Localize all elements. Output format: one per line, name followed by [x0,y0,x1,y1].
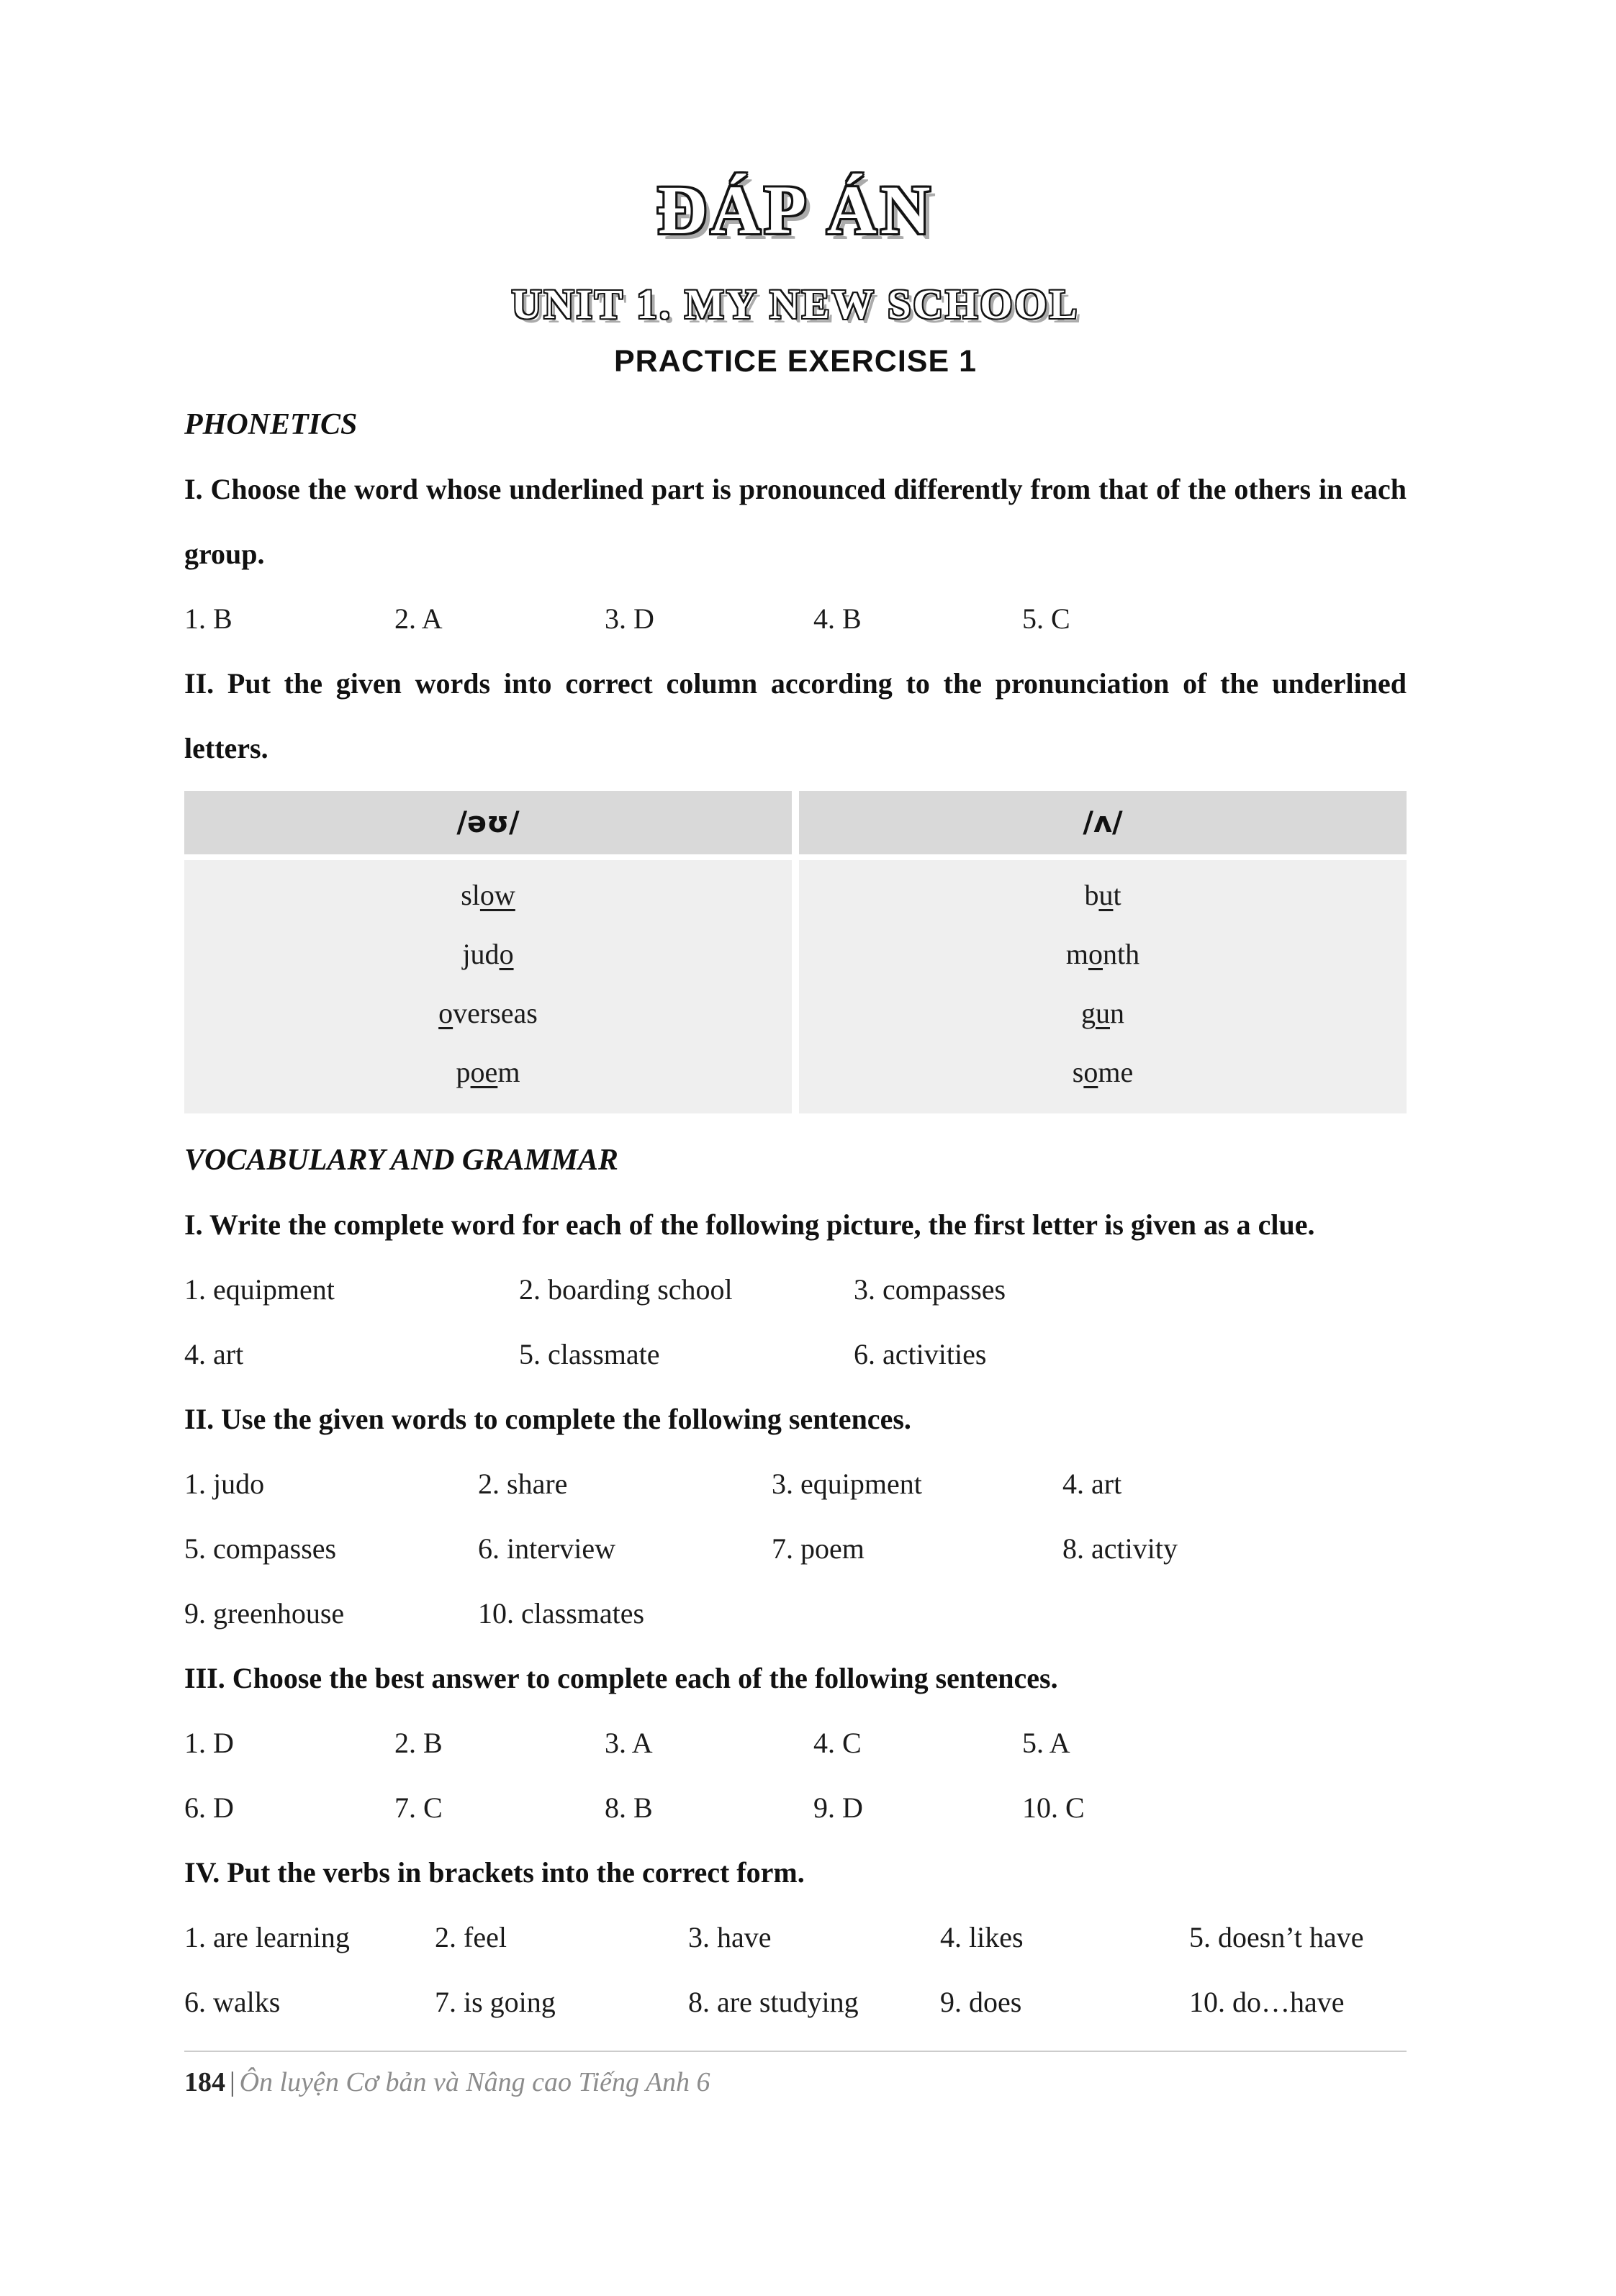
vocabulary-heading: VOCABULARY AND GRAMMAR [184,1143,618,1177]
answer-item: 7. C [394,1791,443,1824]
answer-item: 7. poem [772,1532,865,1565]
answer-item: 3. A [605,1726,653,1759]
underlined-letters: o [1088,937,1103,970]
table-word [799,984,1407,1043]
answer-item: 4. likes [940,1920,1024,1953]
underlined-letters: oe [470,1055,498,1088]
table-word [799,866,1407,925]
page-number: 184 [184,2066,225,2097]
word-part-pre: b [1084,878,1099,911]
table-column-uh [799,860,1407,1113]
answer-item: 2. share [478,1467,568,1500]
underlined-letters: o [1083,1055,1098,1088]
underlined-letters: u [1096,996,1110,1029]
phonetics-heading: PHONETICS [184,407,358,441]
word-part-pre: jud [462,937,500,970]
answer-item: 3. equipment [772,1467,922,1500]
answer-item: 8. B [605,1791,653,1824]
vocabulary-part2-answers-row [184,1581,1407,1646]
answer-item: 8. activity [1062,1532,1178,1565]
word-part-post: nth [1103,937,1140,970]
answer-item: 2. A [394,602,443,635]
answer-item: 4. art [1062,1467,1122,1500]
answer-item: 5. doesn’t have [1189,1920,1364,1953]
answer-item: 2. B [394,1726,443,1759]
vocabulary-part3-answers-row [184,1776,1407,1840]
vocabulary-part2-instruction: II. Use the given words to complete the following sentences. [184,1402,911,1435]
answer-item: 9. greenhouse [184,1596,345,1630]
table-header-uh-sound: /ʌ/ [799,791,1407,854]
word-part-post: n [1110,996,1124,1029]
answer-item: 9. does [940,1985,1022,2018]
vocabulary-part2-answers-row [184,1517,1407,1581]
answer-item: 5. classmate [519,1337,660,1370]
vocabulary-part1-answers-row [184,1257,1407,1322]
table-word [184,1043,792,1102]
table-header-ou-sound: /əʊ/ [184,791,792,854]
answer-item: 5. compasses [184,1532,337,1565]
table-word [799,1043,1407,1102]
vocabulary-section [184,1128,1407,2035]
underlined-letters: u [1098,878,1114,911]
answer-item: 1. D [184,1726,234,1759]
word-part-pre: g [1081,996,1096,1029]
word-part-pre: m [1065,937,1088,970]
answer-item: 1. equipment [184,1273,335,1306]
word-part-post: me [1098,1055,1134,1088]
word-part-post: m [497,1055,520,1088]
answer-item: 7. is going [435,1985,556,2018]
table-column-ou [184,860,792,1113]
answer-item: 10. do…have [1189,1985,1345,2018]
vocabulary-part2-answers-row [184,1452,1407,1517]
answer-item: 4. art [184,1337,244,1370]
answer-item: 6. activities [854,1337,987,1370]
underlined-letters: ow [479,878,515,911]
vocabulary-part3-instruction: III. Choose the best answer to complete each of the following sentences. [184,1661,1058,1694]
answer-item: 6. D [184,1791,234,1824]
word-part-pre: sl [461,878,480,911]
answer-item: 10. classmates [478,1596,645,1630]
document-title: ĐÁP ÁN [656,171,934,248]
vocabulary-part1-instruction: I. Write the complete word for each of the following picture, the first letter is given as a clue. [184,1208,1315,1241]
phonetics-part1-answers [184,587,1407,651]
vocabulary-part3-answers-row [184,1711,1407,1776]
vocabulary-part1-answers-row [184,1322,1407,1387]
phonetics-section [184,392,1407,1113]
answer-item: 3. have [688,1920,772,1953]
vocabulary-part4-answers-row [184,1905,1407,1970]
answer-item: 6. walks [184,1985,281,2018]
word-part-post: t [1113,878,1121,911]
answer-item: 4. B [813,602,862,635]
table-body [184,860,1407,1113]
exercise-title: PRACTICE EXERCISE 1 [613,344,978,379]
word-part-post: verseas [453,996,538,1029]
word-part-pre: p [456,1055,471,1088]
phonetics-part1-instruction: I. Choose the word whose underlined part is pronounced differently from that of the others in each group. [184,472,1407,570]
footer-separator: | [230,2066,235,2097]
underlined-letters: o [499,937,514,970]
answer-item: 9. D [813,1791,863,1824]
answer-item: 2. feel [435,1920,507,1953]
answer-item: 10. C [1022,1791,1085,1824]
table-header-row [184,791,1407,854]
unit-title: UNIT 1. MY NEW SCHOOL [511,280,1080,327]
phonetics-part2-instruction: II. Put the given words into correct column according to the pronunciation of the underlined letters. [184,666,1407,764]
answer-item: 2. boarding school [519,1273,733,1306]
underlined-letters: o [438,996,453,1029]
answer-item: 1. B [184,602,233,635]
table-word [799,925,1407,984]
answer-item: 5. A [1022,1726,1070,1759]
page-footer [184,2052,1407,2112]
answer-item: 6. interview [478,1532,616,1565]
table-word [184,866,792,925]
answer-item: 3. D [605,602,654,635]
answer-item: 5. C [1022,602,1070,635]
pronunciation-table [184,791,1407,1113]
vocabulary-part4-instruction: IV. Put the verbs in brackets into the correct form. [184,1856,805,1889]
answer-item: 3. compasses [854,1273,1006,1306]
table-word [184,925,792,984]
answer-item: 4. C [813,1726,862,1759]
vocabulary-part4-answers-row [184,1970,1407,2035]
word-part-pre: s [1072,1055,1084,1088]
answer-item: 1. are learning [184,1920,350,1953]
book-title: Ôn luyện Cơ bản và Nâng cao Tiếng Anh 6 [239,2066,710,2097]
answer-item: 1. judo [184,1467,265,1500]
answer-item: 8. are studying [688,1985,859,2018]
table-word [184,984,792,1043]
